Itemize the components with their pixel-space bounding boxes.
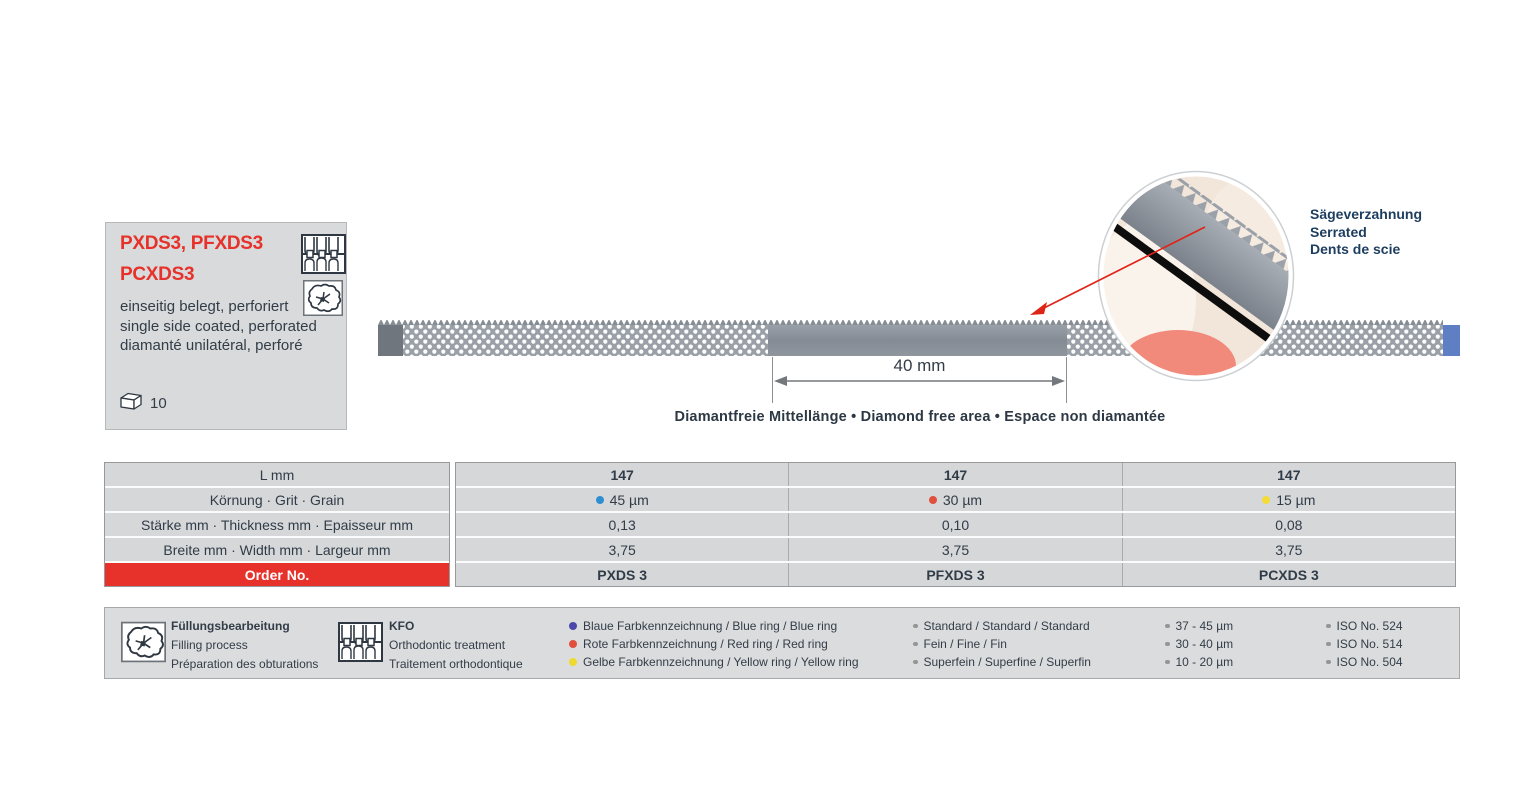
yellow-ring-dot: [569, 658, 577, 666]
bullet-icon: [1165, 642, 1170, 647]
thickness-value: 0,08: [1122, 513, 1455, 536]
order-number: PFXDS 3: [788, 563, 1121, 586]
blue-ring-dot: [569, 622, 577, 630]
legend-filling: Füllungsbearbeitung Filling process Préparation des obturations: [171, 619, 319, 671]
legend-yellow-ring: Gelbe Farbkennzeichnung / Yellow ring / Yellow ring: [569, 654, 859, 670]
product-description: [120, 297, 317, 356]
red-ring-dot: [569, 640, 577, 648]
row-label-grit: Körnung · Grit · Grain: [105, 488, 449, 511]
length-value: 147: [1122, 463, 1455, 486]
description-de: einseitig belegt, perforiert: [120, 298, 289, 315]
bullet-icon: [913, 624, 918, 629]
legend-kfo: KFO Orthodontic treatment Traitement orthodontique: [389, 619, 523, 671]
measure-line-right: [1066, 357, 1067, 403]
bullet-icon: [1165, 624, 1170, 629]
diamond-strip-graphic: [378, 319, 1460, 356]
length-value: 147: [610, 466, 634, 483]
grit-color-dot-yellow: [1262, 496, 1270, 504]
measure-label: 40 mm: [893, 356, 946, 375]
legend-iso: ISO No. 524 ISO No. 514 ISO No. 504: [1326, 618, 1403, 670]
row-label-length: L mm: [105, 463, 449, 486]
serrated-label-fr: Dents de scie: [1310, 241, 1401, 257]
description-fr: diamanté unilatéral, perforé: [120, 337, 303, 354]
width-value: 3,75: [1122, 538, 1455, 561]
bullet-icon: [1326, 642, 1331, 647]
pack-quantity: 10: [150, 394, 167, 412]
bullet-icon: [1326, 624, 1331, 629]
blue-ring-tip: [1443, 325, 1460, 356]
grit-color-dot-blue: [596, 496, 604, 504]
row-label-order-no: Order No.: [105, 563, 449, 586]
width-row: [456, 538, 1455, 561]
product-title-line2: PCXDS3: [120, 264, 195, 285]
diamond-free-section: [768, 325, 1067, 356]
product-info-box: [105, 222, 347, 430]
grit-row: [456, 488, 1455, 511]
pointer-arrow: [1000, 215, 1230, 325]
bullet-icon: [913, 642, 918, 647]
serrated-label-de: Sägeverzahnung: [1310, 206, 1423, 222]
grit-value: 15 µm: [1122, 488, 1455, 511]
legend-box: [104, 607, 1460, 679]
bullet-icon: [913, 660, 918, 665]
product-title-line1: PXDS3, PFXDS3: [120, 233, 263, 254]
spec-table-labels: [104, 462, 450, 587]
thickness-value: 0,10: [788, 513, 1121, 536]
bullet-icon: [1165, 660, 1170, 665]
order-number: PCXDS 3: [1122, 563, 1455, 586]
diamond-free-caption: Diamantfreie Mittellänge • Diamond free area • Espace non diamantée: [674, 409, 1166, 425]
grit-value: 45 µm: [456, 488, 788, 511]
legend-grades: Standard / Standard / Standard Fein / Fine / Fin Superfein / Superfine / Superfin: [913, 618, 1091, 670]
length-value: 147: [788, 463, 1121, 486]
length-row: [456, 463, 1455, 486]
order-no-row: [456, 563, 1455, 586]
serrated-label: [1310, 206, 1422, 259]
bullet-icon: [1326, 660, 1331, 665]
grit-color-dot-red: [929, 496, 937, 504]
width-value: 3,75: [788, 538, 1121, 561]
legend-color-rings: [569, 618, 859, 670]
thickness-value: 0,13: [608, 516, 636, 533]
serrated-label-en: Serrated: [1310, 223, 1367, 240]
pack-quantity-row: [120, 392, 167, 414]
thickness-row: [456, 513, 1455, 536]
legend-ranges: 37 - 45 µm 30 - 40 µm 10 - 20 µm: [1165, 618, 1233, 670]
package-icon: [120, 392, 142, 414]
spec-table-data: [455, 462, 1456, 587]
grit-value: 30 µm: [788, 488, 1121, 511]
legend-red-ring: Rote Farbkennzeichnung / Red ring / Red ring: [569, 636, 859, 652]
row-label-width: Breite mm · Width mm · Largeur mm: [105, 538, 449, 561]
row-label-thickness: Stärke mm · Thickness mm · Epaisseur mm: [105, 513, 449, 536]
measure-arrow: [773, 374, 1066, 388]
orthodontics-icon: [301, 234, 346, 279]
description-en: single side coated, perforated: [120, 317, 317, 335]
orthodontics-icon: [338, 619, 383, 668]
legend-blue-ring: Blaue Farbkennzeichnung / Blue ring / Blue ring: [569, 618, 859, 634]
filling-process-icon: [121, 618, 166, 669]
width-value: 3,75: [608, 541, 636, 558]
order-number: PXDS 3: [597, 566, 648, 583]
